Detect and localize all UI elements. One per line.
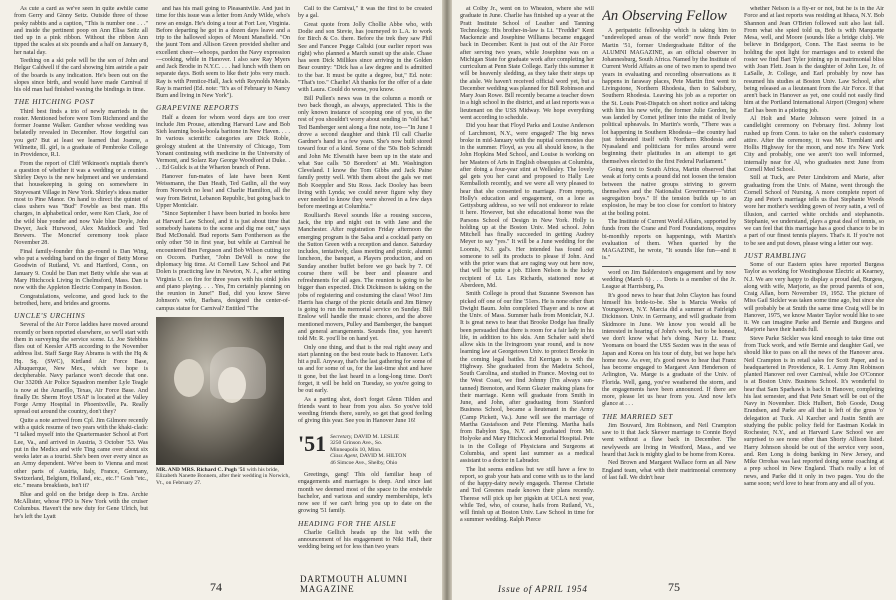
paragraph: Steve Parke Sickler was kind enough to take time out from Tuck work, and wife Bernie and daughter Gail, we should like to pass on all the news of the Hanover area. Neil Crampton is in retail sales for Scott Paper, and is headquartered in Providence, R. I. Army Jim Robinson planted Hanover red over Carnival, while Joe O'Connor is at Boston Univ. Business School. It's wonderful to hear that Sam Sparhawk is back in Hanover, completing his last semester, and that Pete Smart will be out of the Navy in November. Dick Hulbert, Bob Goode, Doug Erandsen, and Parke are all that is left of the gruss 'o' delegation at Tuck. Al Karcher and Justin Smith are studying the public policy field for Eastman Kodak in Rochester, N.Y., and at Harvard Law School we are surprised to see none other than Shorty Allison listed. Harry Johnson should be out of the service very soon, and. Ren Long is doing banking in New Jersey, and Mike Orrohas was last reported doing some coaching at a prep school in New England. That's really a lot of news, and Parke did it only in two pages. You do the same soon; we'd love to hear from any and all of you. [744,335,884,487]
paragraph: Great quote from Jolly Chollie Abbe who, with Dodie and son Stevie, has journeyed to L.A. to work for Birch & Co. there. Before the trek they saw Phil See and Fancee Pegge Caliski (our earlier report was right) who planned a March sunsit up the aisle. Chase has seen Dick Millikes since arriving in the Golden Bear country: "Dick has a law degree and is admitted to the bar. It must be quite a degree, but," Ed. note: "That's too." Charlie! Ah thanks for the offer of a date with Laura. Could do worse, you know. [298,21,432,94]
photo-caption-text: with his bride, Elizabeth Nanette Bonnem, after their wedding in Norwich, Vt., on February 27. [156,466,290,487]
right-page [452,0,896,600]
left-column-2 [156,6,290,581]
right-column-3 [744,6,884,581]
paragraph: Third best finds a trio of newly marrieds in the roster. Mentioned before were Tom Richmond and the former Joanne Walker. Gunther whose wedding was belatedly revealed in December. How forgetful can you get? But at least we learned that Joanne, a Wilmette, Ill. girl, is a graduate of Pembroke College in Providence, R.I. [14,108,148,159]
secretary-address-line2: Minneapolis 10, Minn. [330,446,382,453]
paragraph: From the report of Cliff Wikinson's nuptials there's a question of whether it was a wedding or a reunion. Shirley Deyo is the new helpmeet and we understand that housekeeping is going on somewhere in Stuyvesant Village in New York. Shirley's ideas matter most to Pine Manor. On hand to direct the quintet of class ushers was "Bud" Fowble as best man. His charges, in alphabetical order, were Ken Clark, Joe of the wild blue yonder and now Yale blue Doyle, John Dwyer, Jack Hurwood, Alex Maddock and Ted Brewers. The Moncrief ceremony took place November 28. [14,160,148,247]
paragraph: Greetings, gang! This old familiar heap of engagements and marriages is deep. And since last month we deemed most of the space to the erstwhile bachelor, and various and sundry memberships, let's now see if we can't bring you up to date on the growing '51 family. [298,472,432,515]
paragraph: The list seems endless but we still have a few to report, so grab your hats and come with us to the land of the happy-dairy newly engageds. Therese Christie and Ted Greenes made known their plans recently. Therese will pick up her pigskin at UCLA next year, while Ted, who, of course, hails from Rutland, Vt., will finish up at Boston Univ. Law School in time for a summer wedding. Ralph Pierce [460,466,594,524]
paragraph: Going next to South Africa, Martin observed that weak at forty cents a pound did not loosen the tension between the native groups striving to govern themselves and the Nationalist Government—"strict segregation boys." If the tension builds up to an explosion, he may be too close for comfort to history at the boiling point. [602,167,736,217]
section-heading: THE HITCHING POST [14,97,95,107]
magazine-footer: DARTMOUTH ALUMNI MAGAZINE [300,574,408,594]
paragraph: A peripatetic fellowship which is taking him to "undeveloped areas of the world" now finds Peter Martin '51, former Undergraduate Editor of the ALUMNI MAGAZINE, as an official observer in Johannesburg, South Africa. Named by the Institute of Current World Affairs as one of two men to spend two years in evaluating and recording observations as it happens in faraway places, Pete Martin first went to Livingstone, Northern Rhodesia, then to Salisbury, Southern Rhodesia. Leaving his job as a reporter on the St. Louis Post-Dispatch on short notice and taking with him his new wife, the former Julie Gordon, he was landed by Comet jetliner into the midst of lively political upheavals. In Martin's words, "There was a lot happening in Southern Rhodesia—the country had just federated itself with Northern Rhodesia and Nyasaland and politicians for miles around were beginning their platitudes in an attempt to get themselves elected to the first Federal Parliament." [602,28,736,165]
page-number-left: 74 [210,580,222,594]
section-heading: HEADING FOR THE AISLE [298,518,397,528]
groom-face [174,359,204,397]
paragraph: whether Nelson is a fly-er or not, but he is in the Air Force and at last reports was residing at Ithaca, N.Y. Bob Shannon and Jean O'Brien followed suit also last fall. From what she spied told us, Bob is with Marquette Mesa, well, and Moore (sounds like a bridge club). We believe in Bridgeport, Conn. The East seems to be holding the spot light for marriages and to extend the roster we find Bart Tyler joining up in matrimonial bliss with Joan Flett. Joan is the daughter of John Lee, Jr. of LaSalle, Jr. College, and Earl probably by now has resumed his studies at Boston Univ. Law School, after being released as a lieutenant from the Air Force. If that aren't back in Hanover as yet, one could not easily find him at the Portland International Airport (Oregon) where Earl has been in a piloting job. [744,6,884,114]
secretary-name: DAVID M. LESLIE [353,433,399,440]
paragraph: It's good news to hear that John Clayton has found himself his bride-to-be. She is Marcia Weeks of Youngstown, N.Y. Marcia did a summer at Fairleigh Dickinson. Univ. in Germany, and will graduate from Skidmore in June. We know you would all be interested in hearing of John's work, but to be honest, we don't know what he's doing. Navy Lt. Franz Yeomans on board the USS Saxten was in the seas of Japan and Korea on his tour of duty, but we hope he's home now. As ever, it's good news to hear that Franz has become engaged to Margaret Ann Henderson of Arlington, Va. Marge is a graduate of the Univ. of Florida. Well, gang, you've weathered the storm, and the engagements have been announced. If there are more, please let us hear from you. And now let's glance at . . . [602,292,736,408]
paragraph: at Colby Jr., went on to Wheaton, where she will graduate in June. Charlie has finished up a year at the Pratt Institute School of Leather and Tanning Technology. His brother-in-law is Lt. "Freddie" Kent Mackenzie and Josephine Williams became engaged back in December. Kent is just out of the Air Force after serving two years, while Josephine was on a Michigan State for graduate work after completing her curriculum at Penn State College. Early this summer it will be heavenly sledding, as they take their steps up the aisle. We haven't received official word yet, but a December wedding was planned for Bill Robinson and Mary Joan Rowe. Bill recently became a teacher down in a high school in the district, and at last reports was a lieutenant on the USS Midway. We hope everything went according to schedule. [460,6,594,121]
secretary-info [330,434,406,467]
paragraph: Several of the Air Force laddies have moved around recently or been reported elsewhere, so we'll start with them in surveying the service scene. Lt. Joe Stebbins flies out of Keesler AFB according to the November address list. Staff Sarge Ray Abrams is with the Hq & Hq. Sq. (SWC), Kirtland Air Force Base, Albuquerque, New Mex., which we hope is decipherable. Navy parlance won't decode that one. Our 3320th Air Police Squadron member Lyle Teagle is now at the Amarillo, Texas, Air Force Base. And finally Dr. Sherm Hoyt USAF is located at the Valley Forge Army Hospital in Phoenixville, Pa. Really spread out around the country, don't they? [14,322,148,416]
section-heading: GRAPEVINE REPORTS [156,103,240,113]
paragraph: Half a dozen for whom word days are too over include Jim Prouse, attending Harvard Law and Bob Sieh learning boola-boola baritone in New Haven. . . . In various scientific categories are Dick Roble, geology student at the University of Chicago, Tom Yonant continuing with medicine in the University of Vermont, and Solarz Ray George Woodford at Duke. . . . Ed Gulick is at the Wharton branch of Penn. [156,114,290,172]
section-heading: THE MARRIED SET [602,411,673,421]
photo-caption-bold: MR. AND MRS. Richard C. Pugh '51 [156,466,246,473]
secretary-address-line1: 3250 Grinson Ave., So. [330,440,383,447]
photo-caption [156,467,290,487]
paragraph: Final family-founder this go-round is Dan Wing, who put a wedding band on the finger of Betty Morse Goodwin of Rutland, Vt. and Hartford, Conn., on January 9. Could be Dan met Betty while she was at Mary Hitchcock Living in Chelmsford, Mass. Dan is now with the Appleton Electric Company in Boston. [14,248,148,292]
paragraph: Still at Tuck, are Peter Lindstrom and Marie, after graduating from the Univ. of Maine, went through the Cornell School of Nursing. A more complete report of Zip and Peter's marriage tells us that Stephanie Woods wore her mother's wedding gown of ivory satin, a veil of illusion, and carried white orchids and stephanotis. Stephanie, we understand, plays a great deal of tennis, so we can feel that this marriage has a good chance to be in a part of our finest tennis players. That's it. If you're not to be see and put down, please wing a letter our way. [744,175,884,247]
class-secretary-block [298,430,432,467]
issue-footer: Issue of APRIL 1954 [498,584,588,594]
section-heading: JUST RAMBLING [744,250,807,260]
paragraph: Some of our Eastern spies have reported Burgess Taylor as working for Westinghouse Electric at Kearney, N.J. We are very happy to display a proud dad, Burgess, along with wife, Marjorie, as the proud parents of son, Craig Allan, born November 19, 1952. The picture of Miss Gail Sickler was taken some time ago, but since she will probably be at Smith the same time Craig will be in Hanover, 1975, we know Master Taylor would like to see it. We can imagine Parke and Bernie and Burgess and Marjorie have their hands full. [744,262,884,334]
book-spine [442,0,452,600]
paragraph: Hanover fun-mates of late have been Kent Weissmann, the Dan Heath, Ted Gatlin, all the way from Norwich no less! and Charlie Hamilton, all the way from Beirut, Lebanon Republic, but going back to Upper Montclair. [156,173,290,209]
paragraph: Charlie Gellich heads up the list with the announcement of his engagement to Niki Hall, their wedding being set for less than two years [298,529,432,551]
paragraph: Congratulations, welcome, and good luck to the betrothed, here, and brides and grooms. [14,293,148,307]
paragraph: Smith College is proud that Suzanne Sweeson has picked off one of our fine '51ers. He is none other than Dwight Baum. John completed Thayer and is now at the Univ. of Mass. Summer hails from Montclair, N.J. It is great news to hear that Brooke Dodge has finally been persuaded that there is room for a fair lady in his life, in addition to his skis. Ann Schafer said she'd allow skis in the livingroom year round, and is now learning law at Georgetown Univ. to protect Brooke in the coming legal battles. Ed Kerrigan is with the Highway. She graduated from the Madeira School, South Carolina, and studied in France. Moving out to the West Coast, we find Johnny (I'm always sun-tanned) Brenoton, and Kenn Glazier making plans for their marriage. Kenn will graduate from Smith in June, and John, after graduating from Stanford Business School, became a lieutenant in the Army (Camp Pickett, Va.). June will see the marriage of Martha Gustafsson and Pete Fleming. Martha hails from Babylon Spa, N.Y. and graduated from Mt. Holyoke and Mary Hitchcock Memorial Hospital. Pete is in the College of Physicians and Surgeons at Columbia, and spent last summer as a medical assistant to a doctor in Labrador. [460,291,594,465]
paragraph: Teething on a ski pole will be the son of John and Helgar Caldwell if the card showing him astride a pair of the boards is any indication. He's been out on the slopes since birth, and would have made Carnival if his old man had finished waxing the bindings in time. [14,58,148,94]
paragraph: Al Holt and Marie Johnson were joined in a candlelight ceremony on February first. Johnny lost rushed up from Conn. to take on the usher's customary attire. After the ceremony, it was Mt. Tremblant and Hollis Highway for the moon, and now it's New York City and probably, one we aren't too well informed, internally near for Al, who graduates next June from Cornell Med School. [744,116,884,173]
bride-veil [210,347,266,399]
section-heading: UNCLE'S URCHINS [14,311,86,321]
paragraph: and has his mail going to Pleasantville. And just in time for this issue was a letter from Andy Wilde, who's now an ensign. He's doing a tour at Fort Lee, Virginia. Before departing he got in a dozen days leave and a trip to the hallowed slopes of Mount Mansfield. "On the jaunt Tom and Allison Green provided shelter and excellent cheer—whoops, pardon the Navy expression—cooking, while in Hanover. I also saw Ray Myers and Jack Brodie in N.Y.C. . . . had lunch with them on separate days. Both seem to like their jobs very much. Ray is with Prentice-Hall, Jack with Reynolds Metals. Ray is married (Ed. note: "It's as of February to Nancy Burn and living in New York"). [156,6,290,99]
left-column-3 [298,6,432,581]
paragraph: Roulliard's Revel sounds like a rousing success, Jack, the trip and night out in with Jane and the Manchester. After registration Friday afternoon the emerging program is the Salsa and a cocktail party on the Sutton Green with a reception and dance. Saturday includes, tentatively, class meeting and picnic, alumni luncheon, the banquet, a Players production, and on Sunday another buffet before we go back by 7. Of course there will be beer and pleasure and refreshments for all ages. The reunion is going to be bigger than expected. Dick Dickinson is taking on the jobs of registering and costuming the class! Woo! Jim Harris has charge of the picnic details and Jim Birney is going to run the memorial service on Sunday. Bill Enslow will handle the music chores, and the above mentioned movers, Pulley and Bamberger, the banquet and general arrangements. Sounds fine, you haven't told Mr. R. you'll be on hand yet. [298,212,432,343]
page-number-right: 75 [668,580,680,594]
paragraph: Quite a note arrived from Cpl. Jim Gilmore recently with a quick resume of two years with the khaki-clads: "I talked myself into the Quartermaster School at Fort Lee, Va., and arrived in Austria, 3 October '53. Was put in the Medics and wife Ting came over about six weeks later as a tourist. She's been over every since as an Army dependent. We've been to Vienna and most other parts of Austria, Italy, France, Germany, Switzerland, Belgium, Holland, etc., etc.!" Gosh "etc., etc." means breakfasts, isn't it? [14,417,148,490]
left-page [0,0,442,600]
paragraph: Ned Brown and Margaret Wallace form an all New England team, what with their matrimonial ceremony of last fall. We didn't hear [602,460,736,481]
paragraph: As a parting shot, don't forget Glenn Tilden and friends want to hear from you also. So you've told weeding friends there, surely, so get that good feeling of giving this year. See you in Hanover June 16! [298,396,432,425]
paragraph: Blue and gold on the bridge deep is Ens. Archie McAllister, whose FPO is New York with the cruiser Columbus. Haven't the new duty for Gene Ulrich, but he's left the Lyatt [14,491,148,520]
class-year: '51 [298,430,327,456]
paragraph: The Institute of Current World Affairs, supported by funds from the Crane and Ford Foundations, requires bi-monthly reports on happenings, with Martin's evaluation of them. When queried by the MAGAZINE, he wrote, "It sounds like fun—and it is." [602,219,736,262]
paragraph: word on Jim Balderston's engagement and by now wedding (March 6) . . . Doris is a member of the Jr. League at Harrisburg, Pa. [602,269,736,291]
agent-name: DAVID M. HILTON [359,453,407,460]
wedding-photo [156,317,284,465]
right-column-1 [460,6,594,581]
right-column-2 [602,6,736,581]
paragraph: Did you hear that Floyd Parks and Louise Anderson of Larchmont, N.Y., were engaged? The big news broke in mid-January with the nuptial ceremonies due in the summer. Floyd, as you all should know, is the John Hopkins Med School, and Louise is working on her Masters of Arts in English obsequies at Columbia, after doing a four-year stint at Wellesley. The lovely gal gets you her carat and proposed to Hally Lee Kemballoth recently, and we were all very pleased to hear that she consented to marriage. From reports, Holly's education and engagement, on a lone as Gettysburg address, so we will not endeavor to relate it here. However, but she educational home was the Parsons School of Design in New York. Holly is holding up at the Boston Univ. Med school. John Mitchell has finally succeeded in getting Audrey Meyer to say "yes." It will be a June wedding for the Loomis, N.J. gal's. Her intended has found out someone to sell its products to please if John. And with the prior wars that are raging way out here now, that will be quite a job. Eileen Nelson is the lucky recipient of Lt. Les Richards, stationed now at Aberdeen, Md. [460,123,594,289]
paragraph: As cute a card as we've seen in quite awhile came from Gerry and Ginny Seitz. Outside three of those pesky rabbits and a caption, "This is number one . . ." and inside the pertinent poop on Ann Elisa Seitz all tied up in a pink ribbon. Without the ribbon Ann tipped the scales at six pounds and a half on January 8, her natal day. [14,6,148,56]
paragraph: Bill Pullen's news was in the column a month or two back though, as always, appreciated. This is the only known instance of scooping one of you, so the rest of you shouldn't worry about sending in "old hat." Ted Bamberger sent along a fine note, too—"In June I drove a second daughter and think I'll call Charlie Gardner's hand in a few years. She's now built stored toward four of a kind. Some of the '50s Bob Schmidt and John Mc Elwraith have been up in the state and what Sue calls '50 Boredom' at Mt. Washington Cleveland. I know the Tom Gibbs and Jack Paine family pretty well. With them about the gals we met Bob Koeppler and Stu Ross. Jack Dooley has been living with Lynda; we could never figure why they ever needed to know they were shoved in a few days before meetings at Columbia." [298,95,432,211]
article-title: An Observing Fellow [602,8,727,24]
paragraph: Call to the Carnival," it was the first to be created by a gal. [298,6,432,20]
agent-address: 46 Simcoe Ave., Shelby, Ohio [330,459,398,466]
paragraph: Only one thing, and that is the real right away and start planning on the best route back to Hanover. Let's hit a pull. Anyway, that's the last gathering for some of us and for some of us, for the last-time shot and have it gone, but the last heard in a long-long time. Don't forget, it will be held on Tuesday, so you're going to be out early. [298,344,432,395]
paragraph: Jim Bouvard, Jim Robinson, and Neil Crampton saw to it that Jack Skewer marriage to Connie Boyd went without a flaw back in December. The newlyweds are living in Westford, Mass., and we heard that Jack is mighty glad to be home from Korea. [602,422,736,458]
left-column-1 [14,6,148,581]
secretary-label: Secretary, [330,433,353,440]
divider [602,266,736,267]
agent-label: Class Agent, [330,453,359,460]
paragraph: "Since September I have been buried in books here at Harvard Law School, and it is just about time that somebody hastens to the scene and dig me out," says Bud McDonald. Bud reports Sam Fontherson as the only other '50 in first year, but while at Carnival he encountered Ben Ferguson and Bob Wilson cutting ice on Occom. Further, "John DeVoll is now the diplomacy big time. At Cornell Law School and Pat Dolen is practicing law in Newton, N. J., after setting Virginia U. on fire for three years with his oinkl joles and piano playing. . . . Yes, I'm certainly planning on the reunion in June!" Bud, did you know Steve Johnson's wife, Barbara, designed the center-of-campus statue for Carnival? Entitled "The [156,211,290,312]
